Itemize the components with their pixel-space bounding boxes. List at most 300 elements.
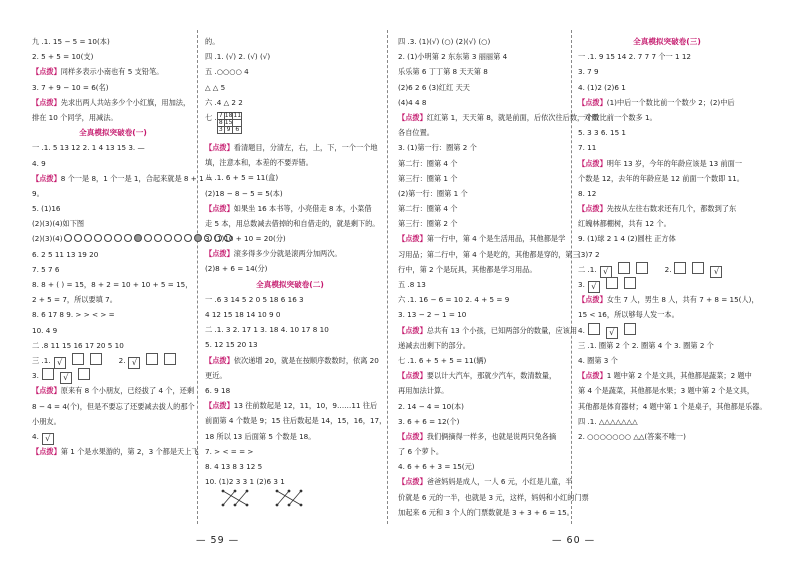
section-heading: 全真模拟突破卷(一) bbox=[79, 128, 147, 138]
answer-line bbox=[205, 155, 375, 170]
hint-label: 【点拨】 bbox=[205, 203, 234, 213]
circle-mark bbox=[64, 234, 72, 242]
answer-line bbox=[32, 156, 194, 171]
circle-mark bbox=[84, 234, 92, 242]
section-heading: 全真模拟突破卷(二) bbox=[256, 279, 324, 289]
answer-line bbox=[398, 186, 568, 201]
answer-line bbox=[32, 201, 194, 216]
question-number: 三 .1. bbox=[32, 355, 51, 365]
matching-dot bbox=[246, 490, 249, 493]
answer-text: 3. (1)第一行：圈第 2 个 bbox=[398, 143, 477, 153]
answer-line bbox=[578, 110, 756, 125]
answer-text: 其他都是体育器材；4 题中第 1 个是桌子，其他都是乐器。 bbox=[578, 401, 767, 411]
answer-line bbox=[32, 34, 194, 49]
answer-text: (3)7 2 bbox=[578, 249, 600, 259]
answer-text: 习用品；第二行中，第 4 个是吃的，其他都是穿的，第三 bbox=[398, 249, 580, 259]
matching-dot bbox=[300, 490, 303, 493]
answer-text: 7. > < = = > bbox=[205, 446, 254, 456]
answer-line bbox=[32, 399, 194, 414]
answer-text: 15 < 16，所以够每人发一本。 bbox=[578, 310, 679, 320]
answer-line bbox=[578, 171, 756, 186]
answer-box bbox=[624, 277, 636, 289]
answer-text: 8. 8 + ( ) = 15，8 + 2 = 10 + 10 + 5 = 15， bbox=[32, 280, 193, 289]
answer-box bbox=[624, 323, 636, 335]
answer-text: 4. 圈第 3 个 bbox=[578, 355, 618, 365]
answer-text: 5. (1)16 bbox=[32, 204, 61, 214]
answer-text: 三 .1. 圈第 2 个 2. 圈第 4 个 3. 圈第 2 个 bbox=[578, 340, 714, 350]
answer-text: 前面第 4 个数是 9；15 往后数起是 14，15，16，17， bbox=[205, 416, 387, 426]
matching-dot bbox=[276, 504, 279, 507]
answer-text: 的。 bbox=[205, 37, 220, 46]
answer-line bbox=[398, 140, 568, 155]
matching-line bbox=[277, 491, 301, 505]
answer-box bbox=[90, 353, 102, 365]
circle-mark bbox=[74, 234, 82, 242]
matching-dot bbox=[222, 490, 225, 493]
answer-line bbox=[398, 429, 568, 444]
matching-dot bbox=[222, 504, 225, 507]
hint-label: 【点拨】 bbox=[398, 234, 427, 244]
hint-label: 【点拨】 bbox=[205, 355, 234, 365]
answer-line bbox=[32, 216, 194, 231]
answer-text: (1)中后一个数比前一个数少 2；(2)中后 bbox=[606, 97, 735, 107]
answer-text: 一个数比前一个数多 1。 bbox=[578, 112, 657, 122]
answer-text: 9. (1)球 2 1 4 (2)圆柱 正方体 bbox=[578, 234, 676, 244]
answer-text: 四 .1. (√) 2. (√) (√) bbox=[205, 52, 271, 62]
answer-line bbox=[398, 262, 568, 277]
answer-text: 6. 2 5 11 13 19 20 bbox=[32, 249, 99, 259]
answer-line bbox=[398, 338, 568, 353]
answer-line bbox=[205, 261, 375, 276]
answer-text: 四 .1. △△△△△△△ bbox=[578, 416, 638, 426]
matching-dot bbox=[246, 504, 249, 507]
grid-cell: 7 bbox=[218, 111, 223, 119]
answer-text: 八 .1. 6 + 5 = 11(盒) bbox=[205, 173, 279, 183]
matching-dot bbox=[276, 490, 279, 493]
grid-cell: 9 bbox=[224, 126, 233, 133]
answer-box: √ bbox=[128, 357, 140, 369]
answer-text: (2)8 + 6 = 14(分) bbox=[205, 264, 268, 274]
matching-line bbox=[289, 491, 301, 505]
answer-text: 5. 12 15 20 13 bbox=[205, 340, 258, 350]
answer-line bbox=[578, 49, 756, 64]
answer-text: 了 6 个萝卜。 bbox=[398, 447, 444, 457]
answer-line bbox=[205, 64, 375, 79]
answer-box bbox=[636, 262, 648, 274]
matching-dot bbox=[234, 490, 237, 493]
question-number: 4. bbox=[32, 431, 39, 441]
grid-cell: 3 bbox=[218, 125, 223, 133]
answer-line bbox=[578, 292, 759, 307]
hint-label: 【点拨】 bbox=[398, 477, 427, 487]
answer-text: 填，注意本和，本差的不要弄错。 bbox=[205, 158, 313, 168]
answer-text: 乐乐第 6 丁丁第 8 天天第 8 bbox=[398, 67, 488, 77]
answer-text: △ △ 5 bbox=[205, 82, 226, 92]
hint-label: 【点拨】 bbox=[578, 204, 607, 214]
matching-line bbox=[223, 491, 247, 505]
answer-line bbox=[205, 140, 378, 155]
answer-text: 我们俩摘得一样多，也就是说两只兔各摘 bbox=[426, 431, 557, 441]
answer-line bbox=[398, 49, 568, 64]
answer-line bbox=[32, 171, 212, 186]
answer-text: (2)(3)(4)如下图 bbox=[32, 219, 85, 229]
answer-box bbox=[618, 262, 630, 274]
grid-cell: 15 bbox=[224, 118, 233, 126]
answer-line bbox=[32, 64, 194, 79]
answer-line bbox=[578, 95, 756, 110]
answer-text: 递减去出剩下的部分。 bbox=[398, 340, 470, 350]
answer-line bbox=[32, 368, 194, 383]
answer-text: 10. 4 9 bbox=[32, 325, 58, 335]
answer-text: 4. (1)2 (2)6 1 bbox=[578, 82, 626, 92]
question-number: 4. bbox=[578, 325, 585, 335]
answer-line bbox=[32, 140, 194, 155]
answer-line bbox=[398, 125, 568, 140]
answer-line bbox=[32, 49, 194, 64]
answer-box bbox=[674, 262, 686, 274]
answer-line bbox=[398, 459, 568, 474]
answer-text: 依次递增 20，就是在按顺序数数时，依离 20 bbox=[233, 355, 379, 365]
answer-text: 如果坐 16 本书等，小亮借走 8 本，小菜借 bbox=[233, 203, 372, 213]
answer-line bbox=[578, 429, 756, 444]
answer-text: 8 − 4 = 4(个)，但是不要忘了还要减去拔人的那个 bbox=[32, 401, 195, 411]
answer-text: 先按从左往右数求还有几个，都数到了东 bbox=[606, 204, 737, 214]
answer-text: 六 .1. 16 − 6 = 10 2. 4 + 5 = 9 bbox=[398, 295, 510, 305]
answer-line bbox=[32, 80, 194, 95]
hint-label: 【点拨】 bbox=[32, 447, 61, 457]
answer-line bbox=[578, 186, 756, 201]
answer-box bbox=[146, 353, 158, 365]
answer-text: 二 .1. 3 2. 17 1 3. 18 4. 10 17 8 10 bbox=[205, 325, 329, 335]
answer-line bbox=[32, 277, 194, 292]
answer-box: √ bbox=[710, 266, 722, 278]
answer-text: 9。 bbox=[32, 188, 44, 198]
hint-label: 【点拨】 bbox=[205, 249, 234, 259]
answer-box: √ bbox=[54, 357, 66, 369]
answer-text: 明年 13 岁，今年的年龄应该是 13 前面一 bbox=[606, 158, 743, 168]
answer-text: 2. (1)小明第 2 东东第 3 丽丽第 4 bbox=[398, 52, 508, 62]
answer-line bbox=[398, 353, 568, 368]
answer-text: 13 往前数起是 12，11，10，9……11 往后 bbox=[233, 401, 378, 411]
answer-line bbox=[398, 216, 568, 231]
answer-line bbox=[578, 156, 756, 171]
answer-line bbox=[205, 34, 375, 49]
answer-line bbox=[578, 323, 756, 338]
answer-line bbox=[398, 171, 568, 186]
answer-line bbox=[205, 216, 380, 231]
answer-text: 2. 14 − 4 = 10(本) bbox=[398, 401, 464, 411]
answer-text: 排在 10 个同学，用减法。 bbox=[32, 112, 118, 122]
section-heading: 全真模拟突破卷(三) bbox=[633, 37, 701, 46]
answer-line bbox=[398, 156, 568, 171]
answer-text: 价就是 6 元的一半，也就是 3 元，这样，妈妈和小红的门票 bbox=[398, 492, 589, 502]
answer-text: 总共有 13 个小孩，已知两部分的数量，应该用 bbox=[426, 325, 578, 335]
matching-lines-figure bbox=[217, 489, 327, 507]
answer-text: (2)18 − 8 − 5 = 5(本) bbox=[205, 188, 283, 198]
answer-line bbox=[205, 444, 375, 459]
answer-line bbox=[32, 338, 194, 353]
answer-line bbox=[578, 277, 756, 292]
question-number: 七 . bbox=[205, 112, 217, 122]
answer-text: 二 .8 11 15 16 17 20 5 10 bbox=[32, 340, 124, 350]
matching-line bbox=[223, 491, 235, 505]
answer-line bbox=[398, 490, 589, 505]
answer-line bbox=[578, 383, 756, 398]
answer-line bbox=[398, 292, 568, 307]
answer-text: 一 .1. 9 15 14 2. 7 7 7 个一 1 12 bbox=[578, 52, 691, 62]
hint-label: 【点拨】 bbox=[32, 386, 61, 396]
answer-text: 红红第 1，天天第 8，就是前面，后依次往后数，对照 bbox=[426, 112, 599, 122]
answer-text: 滚多得多少分就是滚两分加两次。 bbox=[233, 249, 342, 259]
answer-text: 8 个一是 8，1 个一是 1，合起来就是 8 + 1 = bbox=[60, 173, 212, 183]
answer-line bbox=[578, 231, 756, 246]
hint-label: 【点拨】 bbox=[578, 371, 607, 381]
answer-line bbox=[205, 413, 387, 428]
answer-text: 走 5 本，用总数减去借掉的和自借走的，就是剩下的。 bbox=[205, 218, 380, 228]
answer-line bbox=[398, 64, 568, 79]
matching-dot bbox=[234, 504, 237, 507]
answer-text: 第二行：圈第 4 个 bbox=[398, 204, 458, 214]
answer-line bbox=[205, 110, 375, 140]
answer-text: 第 4 个是蔬菜，其他都是水果；3 题中第 2 个是文具， bbox=[578, 386, 755, 396]
matching-dot bbox=[300, 504, 303, 507]
answer-line bbox=[398, 277, 568, 292]
answer-box bbox=[606, 277, 618, 289]
answer-line bbox=[205, 246, 375, 261]
hint-label: 【点拨】 bbox=[398, 112, 427, 122]
circle-mark bbox=[134, 234, 142, 242]
answer-text: 8. 12 bbox=[578, 188, 597, 198]
answer-box bbox=[588, 323, 600, 335]
matching-line bbox=[277, 491, 289, 505]
answer-line bbox=[578, 201, 756, 216]
answer-line bbox=[398, 383, 568, 398]
answer-line bbox=[32, 95, 194, 110]
answer-line bbox=[32, 292, 194, 307]
answer-line bbox=[398, 307, 568, 322]
hint-label: 【点拨】 bbox=[32, 67, 61, 77]
answer-text: 2 + 5 = 7，所以要填 7。 bbox=[32, 295, 117, 305]
divider-2 bbox=[387, 30, 388, 524]
answer-text: 四 .3. (1)(√) (○) (2)(√) (○) bbox=[398, 37, 491, 46]
answer-line bbox=[205, 459, 375, 474]
answer-line bbox=[398, 474, 573, 489]
answer-line bbox=[578, 125, 756, 140]
circle-mark bbox=[124, 234, 132, 242]
question-number: 2. bbox=[664, 264, 672, 274]
page-number-right: — 60 — bbox=[552, 535, 596, 546]
answer-box: √ bbox=[600, 266, 612, 278]
answer-text: 九 .1. 15 − 5 = 10(本) bbox=[32, 37, 110, 46]
answer-text: 小朋友。 bbox=[32, 416, 61, 426]
answer-line bbox=[398, 110, 599, 125]
answer-line bbox=[205, 429, 375, 444]
answer-text: 第三行：圈第 2 个 bbox=[398, 219, 458, 229]
answer-box bbox=[78, 368, 90, 380]
answer-text: 行中，第 2 个是玩具，其他都是学习用品。 bbox=[398, 264, 537, 274]
answer-text: 先求出两人共站多少个小红旗，用加法， bbox=[60, 97, 191, 107]
answer-text: 一 .6 3 14 5 2 0 5 18 6 16 3 bbox=[205, 294, 304, 304]
answer-line bbox=[205, 292, 375, 307]
hint-label: 【点拨】 bbox=[398, 325, 427, 335]
answer-line bbox=[398, 323, 578, 338]
circle-mark bbox=[114, 234, 122, 242]
answer-line bbox=[398, 80, 568, 95]
answer-text: 3. 7 9 bbox=[578, 67, 599, 77]
answer-text: 第一行中，第 4 个是生活用品，其他都是学 bbox=[426, 234, 566, 244]
answer-line bbox=[32, 414, 194, 429]
answer-text: 女生 7 人，男生 8 人，共有 7 + 8 = 15(人)， bbox=[606, 295, 759, 305]
answer-line bbox=[578, 338, 756, 353]
answer-text: 个数是 12，去年的年龄应是 12 前面一个数即 11。 bbox=[578, 173, 744, 183]
grid-cell: 6 bbox=[233, 126, 242, 133]
answer-text: 7. 11 bbox=[578, 143, 597, 153]
answer-line bbox=[398, 231, 568, 246]
circle-mark bbox=[94, 234, 102, 242]
answer-line bbox=[205, 353, 379, 368]
circle-mark bbox=[164, 234, 172, 242]
matching-line bbox=[235, 491, 247, 505]
answer-text: 3. 7 + 9 − 10 = 6(名) bbox=[32, 82, 109, 92]
circle-mark bbox=[174, 234, 182, 242]
answer-text: 五 .○○○○ 4 bbox=[205, 67, 249, 77]
answer-line bbox=[32, 231, 194, 246]
circle-mark bbox=[144, 234, 152, 242]
answer-text: (4)4 4 8 bbox=[398, 97, 427, 107]
grid-cell: 11 bbox=[233, 111, 242, 119]
answer-line bbox=[578, 140, 756, 155]
answer-line bbox=[32, 383, 194, 398]
question-number: 2. bbox=[118, 355, 126, 365]
number-grid bbox=[217, 112, 242, 134]
circle-mark bbox=[194, 234, 202, 242]
answer-text: 第三行：圈第 1 个 bbox=[398, 173, 458, 183]
answer-line bbox=[205, 80, 375, 95]
answer-text: 3. 13 − 2 − 1 = 10 bbox=[398, 310, 467, 320]
answer-text: 第 1 个是水果游的，第 2，3 个都是天上飞 bbox=[60, 447, 199, 457]
answer-line bbox=[32, 110, 194, 125]
answer-line bbox=[32, 353, 194, 368]
answer-text: 红魄林都棚树，共有 12 个。 bbox=[578, 219, 671, 229]
question-number: 3. bbox=[578, 280, 585, 289]
answer-box bbox=[164, 353, 176, 365]
answer-line bbox=[32, 186, 194, 201]
hint-label: 【点拨】 bbox=[578, 295, 607, 305]
divider-3 bbox=[571, 30, 572, 524]
answer-text: (2)第一行：圈第 1 个 bbox=[398, 188, 468, 198]
question-number: 3. bbox=[32, 371, 39, 381]
answer-box: √ bbox=[60, 372, 72, 384]
answer-text: 4. 6 + 6 + 3 = 15(元) bbox=[398, 462, 475, 472]
answer-line bbox=[578, 247, 756, 262]
answer-line bbox=[578, 216, 756, 231]
answer-line bbox=[578, 307, 756, 322]
answer-text: 同样多表示小南也有 5 支铅笔。 bbox=[60, 67, 164, 77]
answer-line bbox=[398, 201, 568, 216]
answer-line bbox=[578, 368, 756, 383]
answer-text: 4. 9 bbox=[32, 158, 46, 168]
answer-line bbox=[32, 247, 194, 262]
hint-label: 【点拨】 bbox=[32, 97, 61, 107]
answer-text: 原来有 8 个小朋友，已经拔了 4 个，还剩 bbox=[60, 386, 195, 396]
circle-mark bbox=[184, 234, 192, 242]
answer-text: 8. 4 13 8 3 12 5 bbox=[205, 461, 263, 471]
matching-dot bbox=[288, 504, 291, 507]
answer-line bbox=[205, 337, 375, 352]
answer-text: 第二行：圈第 4 个 bbox=[398, 158, 458, 168]
hint-label: 【点拨】 bbox=[578, 158, 607, 168]
answer-text: 6. 9 18 bbox=[205, 385, 231, 395]
hint-label: 【点拨】 bbox=[398, 371, 427, 381]
answer-text: 看清题目，分清左，右，上，下，一个一个地 bbox=[233, 142, 378, 152]
answer-text: 七 .1. 6 + 5 + 5 = 11(辆) bbox=[398, 355, 487, 365]
answer-line bbox=[205, 474, 375, 489]
answer-line bbox=[398, 444, 568, 459]
answer-text: 10. (1)2 3 3 1 (2)6 3 1 bbox=[205, 477, 285, 487]
answer-text: 六 .4 △ 2 2 bbox=[205, 97, 243, 107]
answer-line bbox=[398, 505, 574, 520]
answer-line bbox=[205, 322, 375, 337]
hint-label: 【点拨】 bbox=[398, 431, 427, 441]
answer-line bbox=[205, 186, 375, 201]
page-number-left: — 59 — bbox=[196, 535, 240, 546]
answer-line bbox=[205, 368, 375, 383]
answer-line bbox=[398, 95, 568, 110]
answer-line bbox=[578, 80, 756, 95]
answer-text: 各自位置。 bbox=[398, 128, 434, 138]
hint-label: 【点拨】 bbox=[32, 173, 61, 183]
hint-label: 【点拨】 bbox=[205, 401, 234, 411]
answer-line bbox=[205, 231, 375, 246]
answer-text: 加起来 6 元和 3 个人的门票数就是 3 + 3 + 6 = 15。 bbox=[398, 507, 574, 517]
answer-text: 18 所以 13 后面第 5 个数是 18。 bbox=[205, 431, 316, 441]
answer-line bbox=[205, 201, 375, 216]
answer-text: 5. 3 3 6. 15 1 bbox=[578, 128, 627, 138]
grid-cell: 8 bbox=[218, 118, 223, 126]
answer-text: 3. 6 + 6 = 12(个) bbox=[398, 416, 460, 426]
answer-line bbox=[205, 398, 378, 413]
answer-box: √ bbox=[606, 327, 618, 339]
answer-line bbox=[32, 307, 194, 322]
answer-line bbox=[32, 429, 194, 444]
answer-line bbox=[32, 262, 194, 277]
answer-line bbox=[32, 323, 194, 338]
answer-line bbox=[398, 399, 568, 414]
answer-line bbox=[205, 49, 375, 64]
answer-line bbox=[205, 170, 375, 185]
circle-mark bbox=[104, 234, 112, 242]
answer-text: 2. ○○○○○○○ △△(答案不唯一) bbox=[578, 431, 686, 441]
answer-line bbox=[398, 414, 568, 429]
hint-label: 【点拨】 bbox=[205, 142, 234, 152]
answer-column-1 bbox=[32, 34, 212, 459]
matching-dot bbox=[288, 490, 291, 493]
answer-line bbox=[205, 383, 375, 398]
answer-box: √ bbox=[42, 433, 54, 445]
answer-line bbox=[32, 444, 199, 459]
answer-text: 4 12 15 18 14 10 9 0 bbox=[205, 310, 281, 319]
answer-line bbox=[398, 368, 568, 383]
answer-line bbox=[578, 353, 756, 368]
answer-line bbox=[578, 64, 756, 79]
answer-text: 再用加法计算。 bbox=[398, 386, 449, 396]
hint-label: 【点拨】 bbox=[578, 97, 607, 107]
answer-text: 7. 5 7 6 bbox=[32, 264, 60, 274]
answer-text: 8. 6 17 8 9. > > < > = bbox=[32, 310, 115, 320]
answer-line bbox=[205, 95, 375, 110]
answer-text: 2. 5 + 5 = 10(支) bbox=[32, 52, 94, 62]
answer-line bbox=[398, 247, 580, 262]
